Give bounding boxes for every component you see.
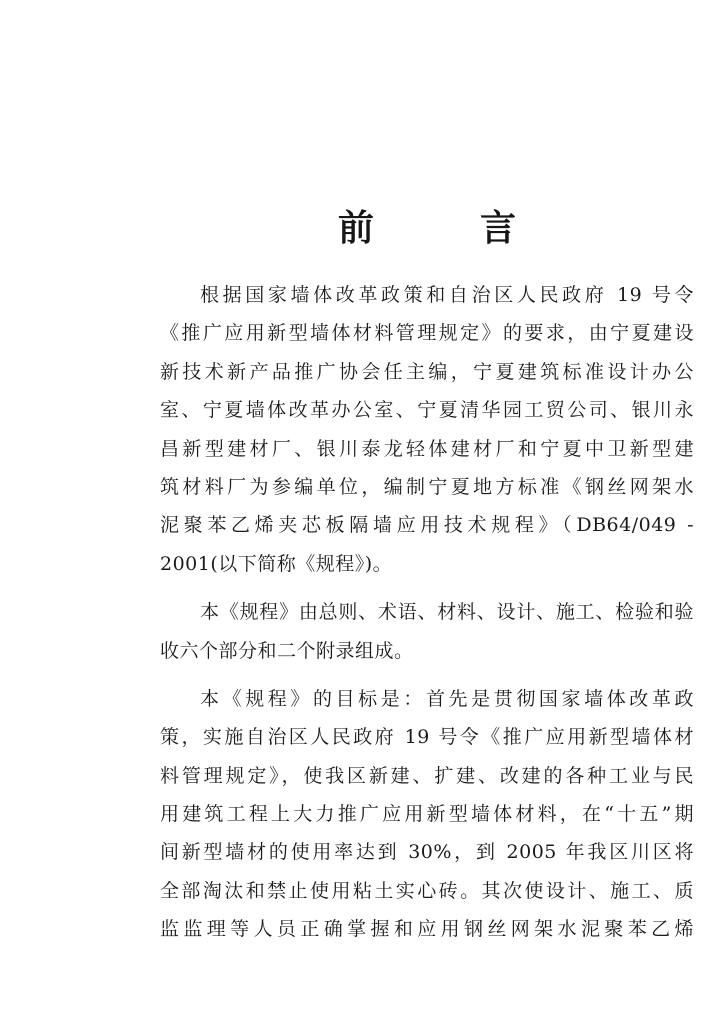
paragraph-line: 《推广应用新型墙体材料管理规定》的要求，由宁夏建设 — [160, 322, 694, 345]
paragraph-line: 收六个部分和二个附录组成。 — [160, 639, 414, 662]
paragraph-line: 本《规程》由总则、术语、材料、设计、施工、检验和验 — [200, 601, 694, 624]
paragraph-3 — [160, 680, 694, 949]
page-title — [0, 200, 725, 256]
paragraph-line: 筑材料厂为参编单位，编制宁夏地方标准《钢丝网架水 — [160, 475, 694, 498]
paragraph-line: 料管理规定》，使我区新建、扩建、改建的各种工业与民 — [160, 764, 694, 787]
paragraph-line: 监监理等人员正确掌握和应用钢丝网架水泥聚苯乙烯 — [160, 918, 694, 941]
paragraph-line: 根据国家墙体改革政策和自治区人民政府 19 号令 — [200, 284, 694, 306]
paragraph-line: 全部淘汰和禁止使用粘土实心砖。其次使设计、施工、质 — [160, 879, 694, 902]
paragraph-line: 用建筑工程上大力推广应用新型墙体材料，在“十五”期 — [160, 803, 694, 826]
paragraph-line: 室、宁夏墙体改革办公室、宁夏清华园工贸公司、银川永 — [160, 399, 694, 422]
body-text — [160, 276, 694, 949]
paragraph-line: 2001(以下简称《规程》)。 — [160, 552, 393, 575]
paragraph-line: 昌新型建材厂、银川泰龙轻体建材厂和宁夏中卫新型建 — [160, 437, 694, 460]
paragraph-2 — [160, 593, 694, 670]
paragraph-line: 泥聚苯乙烯夹芯板隔墙应用技术规程》（DB64/049 - — [160, 514, 694, 537]
paragraph-1 — [160, 276, 694, 583]
paragraph-line: 本《规程》的目标是：首先是贯彻国家墙体改革政 — [200, 687, 694, 710]
paragraph-line: 新技术新产品推广协会任主编，宁夏建筑标准设计办公 — [160, 360, 694, 383]
title-char-1: 前 — [338, 207, 375, 249]
paragraph-line: 策，实施自治区人民政府 19 号令《推广应用新型墙体材 — [160, 726, 694, 749]
title-char-2: 言 — [480, 207, 517, 249]
paragraph-line: 间新型墙材的使用率达到 30%，到 2005 年我区川区将 — [160, 841, 694, 864]
